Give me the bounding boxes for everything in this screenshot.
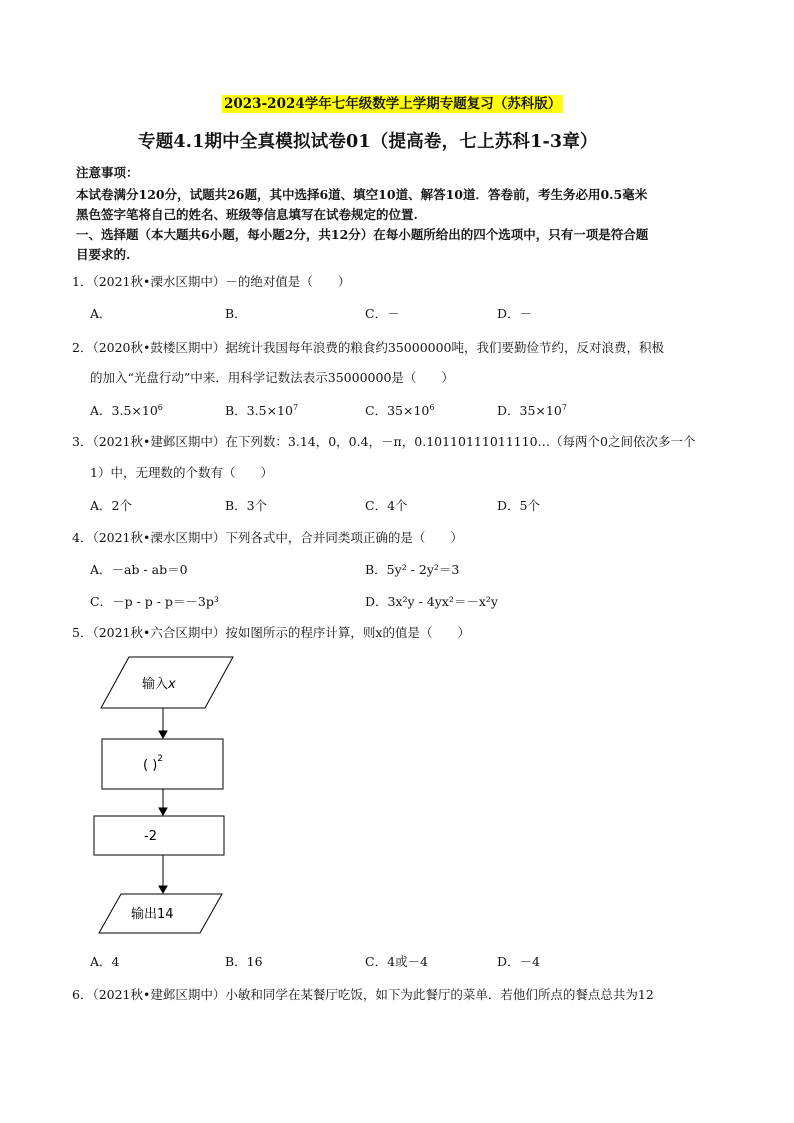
q5-option-b: B．16 [225, 954, 263, 969]
flow-square-box [102, 739, 223, 789]
flow-arrowhead-2 [159, 808, 167, 815]
section-1-instructions-cont: 目要求的. [76, 247, 131, 262]
q1-option-c: C．－ [365, 306, 400, 321]
notice-line-2: 黑色签字笔将自己的姓名、班级等信息填写在试卷规定的位置. [76, 207, 418, 222]
flow-square-label: ( )$^2$ [143, 754, 164, 773]
q5-option-a: A．4 [90, 954, 120, 969]
q2-option-a: A．$3.5\times 10^6$ [90, 403, 163, 418]
flow-minus-label: -2 [144, 829, 157, 844]
page-title: 专题4.1期中全真模拟试卷01（提高卷，七上苏科1-3章） [138, 132, 598, 152]
q1-option-b: B． [225, 306, 247, 321]
question-4-stem: 4．（2021秋•溧水区期中）下列各式中，合并同类项正确的是（ ） [72, 530, 463, 545]
question-5-stem: 5．（2021秋•六合区期中）按如图所示的程序计算，则x的值是（ ） [72, 625, 470, 640]
q3-option-b: B．3个 [225, 498, 268, 513]
q3-option-a: A．2个 [90, 498, 132, 513]
q4-option-a: A．－ab - ab＝0 [90, 562, 188, 577]
section-1-instructions: 一、选择题（本大题共6小题，每小题2分，共12分）在每小题所给出的四个选项中，只有一项是符合题 [76, 227, 649, 242]
question-2-stem-line-1: 2．（2020秋•鼓楼区期中）据统计我国每年浪费的粮食约35000000吨，我们要勤俭节约，反对浪费，积极 [72, 340, 665, 355]
q5-option-c: C．4或－4 [365, 954, 428, 969]
q2-option-b: B．$3.5\times 10^7$ [225, 403, 299, 418]
q4-option-b: B．5y² - 2y²＝3 [365, 562, 460, 577]
question-1-stem: 1．（2021秋•溧水区期中）－的绝对值是（ ） [72, 274, 351, 289]
flow-minus-box [94, 816, 224, 855]
flow-output-label: 输出14 [131, 907, 174, 922]
question-6-stem: 6．（2021秋•建邺区期中）小敏和同学在某餐厅吃饭，如下为此餐厅的菜单．若他们所点的餐点总共为12 [72, 987, 654, 1002]
q1-option-a: A． [90, 306, 112, 321]
q3-option-d: D．5个 [497, 498, 540, 513]
series-banner: 2023-2024学年七年级数学上学期专题复习（苏科版） [224, 96, 562, 112]
q4-option-c: C．－p - p - p＝－3p³ [90, 594, 219, 609]
q1-option-d: D．－ [497, 306, 533, 321]
notice-line-1: 本试卷满分120分，试题共26题，其中选择6道、填空10道、解答10道．答卷前，考生务必用0.5毫米 [76, 187, 648, 202]
question-3-stem-line-2: 1）中，无理数的个数有（ ） [90, 465, 273, 480]
notice-heading: 注意事项： [76, 165, 139, 180]
flow-arrowhead-3 [159, 886, 167, 893]
flow-arrowhead-1 [159, 731, 167, 738]
q5-option-d: D．－4 [497, 954, 540, 969]
question-3-stem-line-1: 3．（2021秋•建邺区期中）在下列数：3.14，0，0.4，－π，0.10110111011110…（每两个0之间依次多一个 [72, 434, 696, 449]
q2-option-c: C．$35\times 10^6$ [365, 403, 435, 418]
q2-option-d: D．$35\times 10^7$ [497, 403, 567, 418]
flow-input-label: 输入x [142, 677, 176, 692]
q3-option-c: C．4个 [365, 498, 408, 513]
question-2-stem-line-2: 的加入“光盘行动”中来．用科学记数法表示35000000是（ ） [90, 370, 454, 385]
q4-option-d: D．3x²y - 4yx²＝－x²y [365, 594, 498, 609]
